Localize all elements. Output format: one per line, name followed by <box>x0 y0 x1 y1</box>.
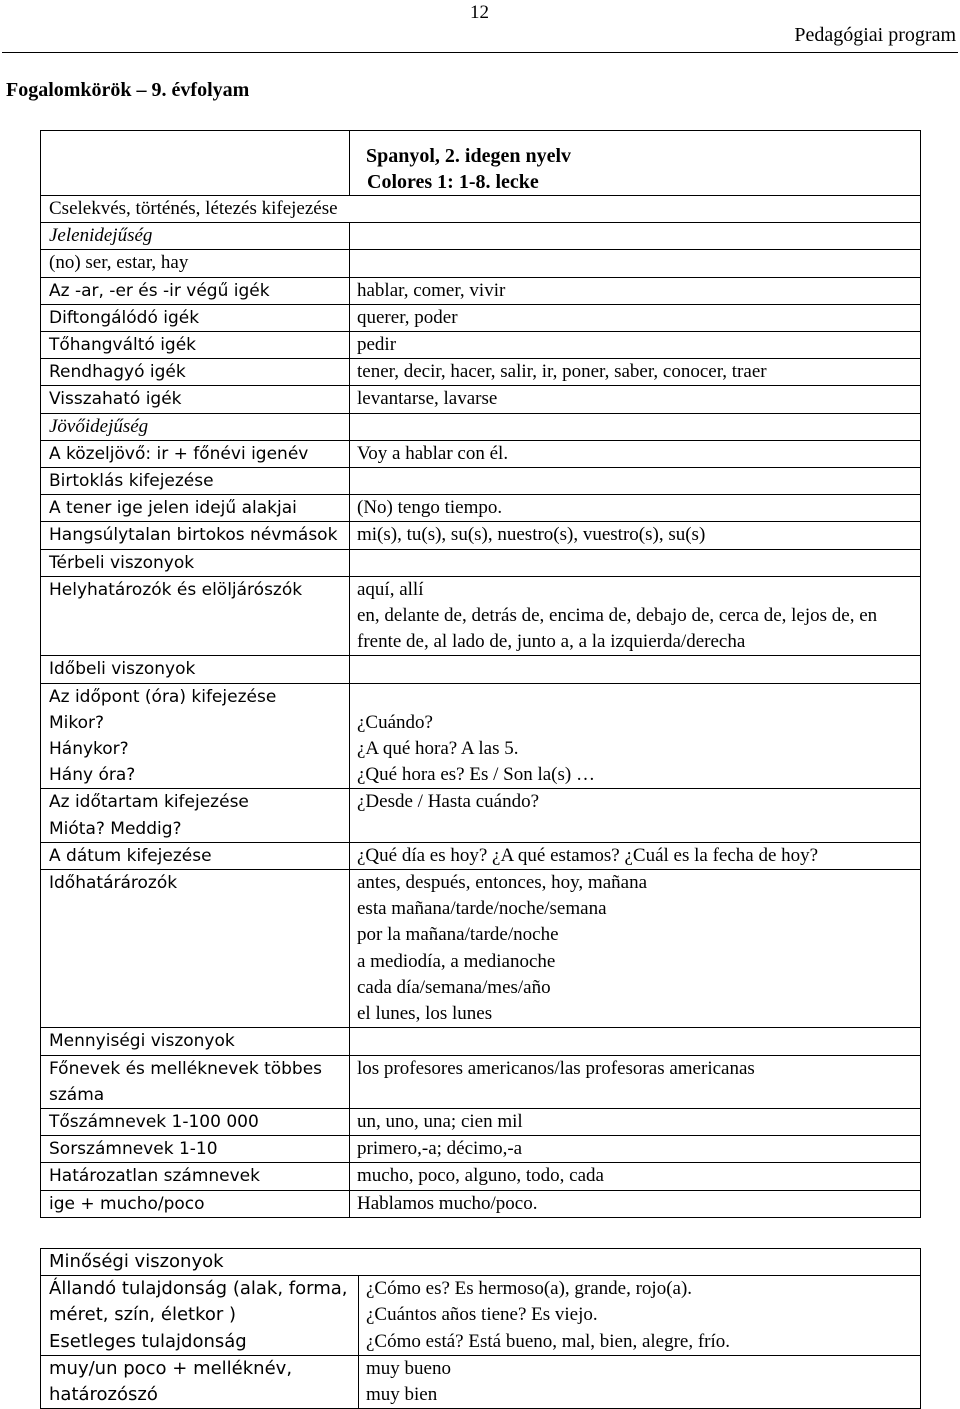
concept-line: Tőhangváltó igék <box>49 335 197 356</box>
example-line: un, uno, una; cien mil <box>357 1110 523 1132</box>
table-row <box>41 549 921 576</box>
table-row <box>41 1055 921 1108</box>
example-cell <box>350 1108 921 1135</box>
concept-line: Mióta? Meddig? <box>49 818 182 839</box>
quality-concept-line: Állandó tulajdonság (alak, forma, méret, szín, életkor ) <box>49 1278 348 1326</box>
example-line: mucho, poco, alguno, todo, cada <box>357 1165 604 1187</box>
concept-cell <box>41 1136 350 1163</box>
table-row <box>41 440 921 467</box>
quality-heading-row <box>41 1249 921 1276</box>
concept-line: Hány óra? <box>49 765 136 786</box>
example-line: querer, poder <box>357 306 458 328</box>
quality-concept-line: muy/un poco + melléknév, határozószó <box>49 1357 293 1406</box>
table-row <box>41 413 921 440</box>
section-heading: Fogalomkörök – 9. évfolyam <box>6 79 250 101</box>
table-heading-row <box>41 131 921 196</box>
concept-cell <box>41 1190 350 1217</box>
table-row <box>41 386 921 413</box>
heading-empty-cell <box>41 131 350 196</box>
table-row <box>41 1136 921 1163</box>
example-cell <box>350 683 921 789</box>
example-line: los profesores americanos/las profesoras americanas <box>357 1057 755 1079</box>
example-line: el lunes, los lunes <box>357 1003 493 1025</box>
concept-cell <box>41 277 350 304</box>
quality-concept-cell <box>41 1355 359 1408</box>
table-heading-cell <box>350 131 921 196</box>
concept-line: Mikor? <box>49 712 105 733</box>
example-cell <box>350 277 921 304</box>
concept-cell <box>41 656 350 683</box>
quality-table-body <box>41 1249 921 1409</box>
example-line: tener, decir, hacer, salir, ir, poner, saber, conocer, traer <box>357 361 767 383</box>
concept-line: Visszaható igék <box>49 389 182 410</box>
concept-line: Mennyiségi viszonyok <box>49 1031 235 1052</box>
concept-line: Határozatlan számnevek <box>49 1166 260 1187</box>
quality-example-line: ¿Cómo es? Es hermoso(a), grande, rojo(a). <box>366 1278 693 1300</box>
example-cell <box>350 1136 921 1163</box>
example-line: antes, después, entonces, hoy, mañana <box>357 872 648 894</box>
example-line: Hablamos mucho/poco. <box>357 1192 538 1214</box>
quality-example-line: ¿Cuántos años tiene? Es viejo. <box>366 1304 598 1326</box>
quality-example-line: ¿Cómo está? Está bueno, mal, bien, alegre, frío. <box>366 1330 731 1352</box>
table-row <box>41 522 921 549</box>
concept-line: Rendhagyó igék <box>49 362 186 383</box>
concept-line: Helyhatározók és elöljárószók <box>49 579 303 600</box>
table-row <box>41 196 921 223</box>
example-line: (No) tengo tiempo. <box>357 497 503 519</box>
example-cell <box>350 1190 921 1217</box>
concept-cell <box>41 1163 350 1190</box>
example-cell <box>350 549 921 576</box>
quality-heading: Minőségi viszonyok <box>49 1251 224 1272</box>
example-line: primero,-a; décimo,-a <box>357 1138 523 1160</box>
table-row <box>41 359 921 386</box>
concept-cell <box>41 468 350 495</box>
concept-line: Az időtartam kifejezése <box>49 792 249 813</box>
table-row <box>41 304 921 331</box>
concept-line: Birtoklás kifejezése <box>49 471 214 492</box>
header-divider <box>2 52 958 53</box>
example-line: mi(s), tu(s), su(s), nuestro(s), vuestro(s), su(s) <box>357 524 706 546</box>
quality-example-cell <box>359 1355 921 1408</box>
quality-row <box>41 1276 921 1356</box>
quality-row <box>41 1355 921 1408</box>
concept-cell <box>41 359 350 386</box>
table-row <box>41 223 921 250</box>
example-cell <box>350 250 921 277</box>
table-row <box>41 789 921 842</box>
concept-cell <box>41 386 350 413</box>
table-heading-book: Colores 1: 1-8. lecke <box>367 171 539 193</box>
table-row <box>41 1163 921 1190</box>
quality-example-line: muy bueno <box>366 1357 451 1379</box>
concept-cell <box>41 1028 350 1055</box>
example-line: ¿Cuándo? <box>357 711 433 733</box>
concept-line: Sorszámnevek 1-10 <box>49 1139 218 1160</box>
concept-cell <box>41 495 350 522</box>
example-line: por la mañana/tarde/noche <box>357 924 559 946</box>
example-line: en, delante de, detrás de, encima de, debajo de, cerca de, lejos de, en frente de, al lado de, junto a, a la izquierda/derecha <box>357 605 878 653</box>
example-cell <box>350 522 921 549</box>
concept-line: Hangsúlytalan birtokos névmások <box>49 525 338 546</box>
concept-cell <box>41 1108 350 1135</box>
concept-line: A közeljövő: ir + főnévi igenév <box>49 443 309 464</box>
concept-line: Az időpont (óra) kifejezése <box>49 686 277 707</box>
concept-line: Jelenidejűség <box>49 225 153 247</box>
example-cell <box>350 495 921 522</box>
concept-line: Hánykor? <box>49 739 129 760</box>
example-cell <box>350 332 921 359</box>
quality-concept-cell <box>41 1276 359 1356</box>
example-line: levantarse, lavarse <box>357 388 498 410</box>
example-line: hablar, comer, vivir <box>357 279 506 301</box>
example-cell <box>350 870 921 1028</box>
concept-line: ige + mucho/poco <box>49 1193 205 1214</box>
concept-line: Időbeli viszonyok <box>49 659 196 680</box>
table-row <box>41 277 921 304</box>
concept-cell <box>41 789 350 842</box>
example-cell <box>350 468 921 495</box>
main-table-body <box>41 131 921 1218</box>
example-line: ¿Desde / Hasta cuándo? <box>357 791 540 813</box>
concept-cell <box>41 250 350 277</box>
example-cell <box>350 359 921 386</box>
example-line: pedir <box>357 334 397 356</box>
quality-table <box>40 1248 921 1409</box>
concept-line: Időhatárározók <box>49 873 178 894</box>
concept-cell <box>41 549 350 576</box>
example-line: Voy a hablar con él. <box>357 442 509 464</box>
example-line: ¿Qué día es hoy? ¿A qué estamos? ¿Cuál es la fecha de hoy? <box>357 844 819 866</box>
concept-line: Térbeli viszonyok <box>49 552 195 573</box>
table-row <box>41 250 921 277</box>
example-cell <box>350 386 921 413</box>
concept-cell <box>41 196 921 223</box>
concept-line: Tőszámnevek 1-100 000 <box>49 1111 259 1132</box>
example-line: a mediodía, a medianoche <box>357 950 556 972</box>
example-line: ¿A qué hora? A las 5. <box>357 738 519 760</box>
concept-cell <box>41 842 350 869</box>
concept-line: Főnevek és melléknevek többes száma <box>49 1058 323 1105</box>
concept-line: A tener ige jelen idejű alakjai <box>49 498 297 519</box>
concept-cell <box>41 332 350 359</box>
concept-cell <box>41 304 350 331</box>
table-row <box>41 842 921 869</box>
example-line: ¿Qué hora es? Es / Son la(s) … <box>357 764 595 786</box>
table-row <box>41 683 921 789</box>
example-cell <box>350 1163 921 1190</box>
example-line: esta mañana/tarde/noche/semana <box>357 898 607 920</box>
concept-line: Cselekvés, történés, létezés kifejezése <box>49 198 338 219</box>
concept-line: Jövőidejűség <box>49 415 149 437</box>
example-cell <box>350 1055 921 1108</box>
table-row <box>41 656 921 683</box>
concept-line: Diftongálódó igék <box>49 307 200 328</box>
quality-example-cell <box>359 1276 921 1356</box>
example-cell <box>350 413 921 440</box>
table-row <box>41 870 921 1028</box>
table-row <box>41 576 921 656</box>
example-line: cada día/semana/mes/año <box>357 976 551 998</box>
concept-cell <box>41 413 350 440</box>
table-heading-subject: Spanyol, 2. idegen nyelv <box>366 145 572 167</box>
concept-cell <box>41 440 350 467</box>
example-cell <box>350 656 921 683</box>
example-line <box>357 684 920 710</box>
table-row <box>41 1028 921 1055</box>
example-cell <box>350 223 921 250</box>
example-cell <box>350 304 921 331</box>
table-row <box>41 1190 921 1217</box>
header-title: Pedagógiai program <box>794 24 956 46</box>
page-number: 12 <box>470 2 489 23</box>
example-cell <box>350 576 921 656</box>
concept-line: A dátum kifejezése <box>49 845 212 866</box>
example-cell <box>350 789 921 842</box>
concept-cell <box>41 576 350 656</box>
concept-line: Az -ar, -er és -ir végű igék <box>49 280 270 301</box>
concept-cell <box>41 223 350 250</box>
main-table <box>40 130 921 1218</box>
concept-cell <box>41 683 350 789</box>
example-cell <box>350 842 921 869</box>
table-row <box>41 495 921 522</box>
example-line: aquí, allí <box>357 578 424 600</box>
example-cell <box>350 440 921 467</box>
quality-example-line: muy bien <box>366 1384 438 1406</box>
example-cell <box>350 1028 921 1055</box>
table-row <box>41 468 921 495</box>
table-row <box>41 1108 921 1135</box>
concept-cell <box>41 522 350 549</box>
concept-line: (no) ser, estar, hay <box>49 252 189 274</box>
concept-cell <box>41 1055 350 1108</box>
table-row <box>41 332 921 359</box>
concept-cell <box>41 870 350 1028</box>
quality-concept-line: Esetleges tulajdonság <box>49 1330 247 1352</box>
quality-heading-cell <box>41 1249 921 1276</box>
